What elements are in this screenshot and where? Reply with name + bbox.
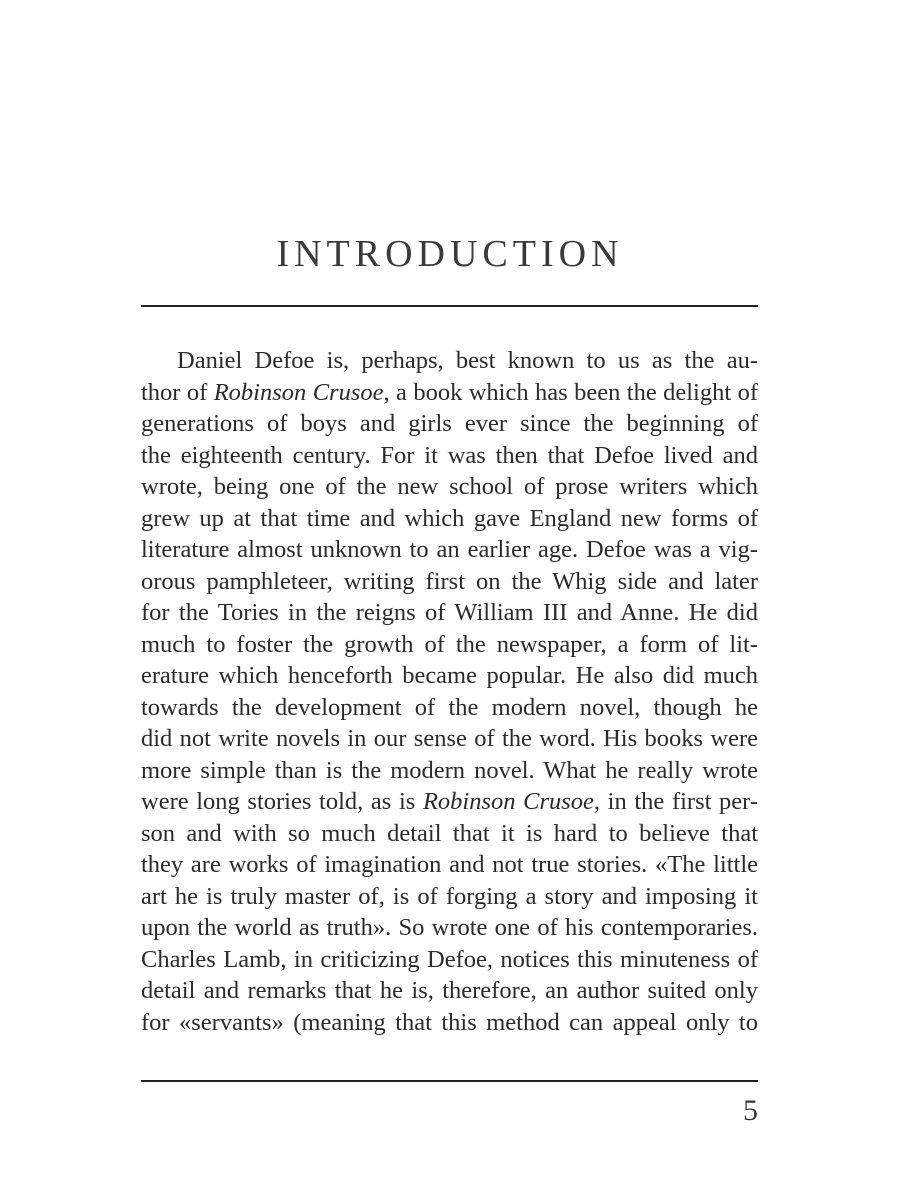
- text-line: literature almost unknown to an earlier age. Defoe was a vig-: [141, 536, 758, 563]
- text-line: towards the development of the modern novel, though he: [141, 693, 758, 721]
- text-line: orous pamphleteer, writing first on the Whig side and later: [141, 567, 758, 595]
- page-number: 5: [743, 1094, 758, 1127]
- text-line: more simple than is the modern novel. What he really wrote: [141, 756, 758, 784]
- bottom-rule: [141, 1080, 758, 1082]
- text-line: generations of boys and girls ever since the beginning of: [141, 410, 758, 437]
- text-line: thor of Robinson Crusoe, a book which has been the delight of: [141, 378, 759, 406]
- text-line: Charles Lamb, in criticizing Defoe, notices this minuteness of: [141, 945, 758, 973]
- page-title: INTRODUCTION: [276, 233, 624, 275]
- introduction-body: [141, 345, 758, 1038]
- text-line: for the Tories in the reigns of William III and Anne. He did: [141, 599, 758, 626]
- book-title-italic: Robinson Crusoe: [213, 378, 384, 406]
- top-rule: [141, 305, 758, 307]
- text-line: much to foster the growth of the newspaper, a form of lit-: [141, 630, 758, 658]
- text-line: did not write novels in our sense of the word. His books were: [141, 725, 758, 752]
- text-line: Daniel Defoe is, perhaps, best known to us as the au-: [177, 347, 758, 374]
- book-title-italic: Robinson Crusoe: [422, 788, 594, 815]
- text-line: were long stories told, as is Robinson Crusoe, in the first per-: [141, 788, 758, 815]
- text-line: for «servants» (meaning that this method can appeal only to: [141, 1008, 758, 1036]
- text-line: son and with so much detail that it is hard to believe that: [141, 819, 758, 847]
- text-line: they are works of imagination and not true stories. «The little: [141, 851, 758, 878]
- text-line: upon the world as truth». So wrote one of his contemporaries.: [141, 914, 758, 941]
- text-line: wrote, being one of the new school of prose writers which: [141, 473, 758, 500]
- text-line: the eighteenth century. For it was then that Defoe lived and: [141, 441, 758, 469]
- text-line: art he is truly master of, is of forging a story and imposing it: [141, 882, 758, 910]
- text-line: grew up at that time and which gave England new forms of: [141, 504, 758, 532]
- text-line: erature which henceforth became popular. He also did much: [141, 662, 758, 689]
- text-line: detail and remarks that he is, therefore, an author suited only: [141, 977, 758, 1004]
